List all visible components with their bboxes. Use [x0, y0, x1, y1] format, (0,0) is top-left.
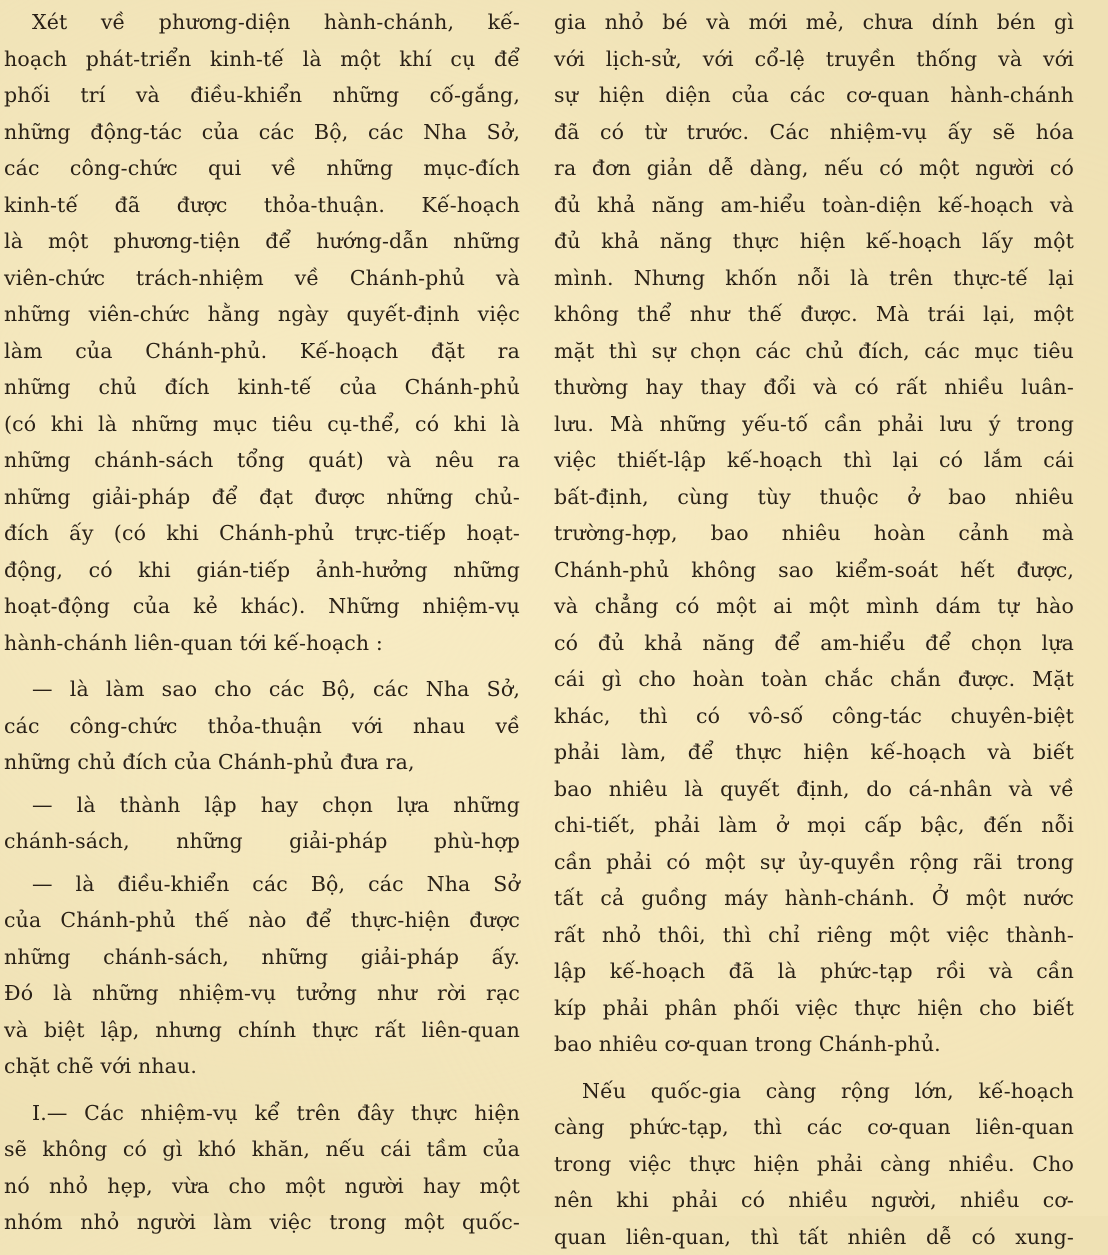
text-line: và biệt lập, nhưng chính thực rất liên-quan [4, 1012, 520, 1049]
text-line: quan liên-quan, thì tất nhiên dễ có xung- [554, 1219, 1074, 1255]
text-line: những động-tác của các Bộ, các Nha Sở, [4, 114, 520, 151]
paragraph-gap [4, 661, 520, 671]
text-line: trường-hợp, bao nhiêu hoàn cảnh mà [554, 515, 1074, 552]
text-line: Đó là những nhiệm-vụ tưởng như rời rạc [4, 975, 520, 1012]
text-line: nó nhỏ hẹp, vừa cho một người hay một [4, 1168, 520, 1205]
text-line: Chánh-phủ không sao kiểm-soát hết được, [554, 552, 1074, 589]
text-line: phối trí và điều-khiển những cố-gắng, [4, 77, 520, 114]
paragraph-continuation [554, 4, 1074, 1063]
text-line: có đủ khả năng để am-hiểu để chọn lựa [554, 625, 1074, 662]
text-line: những chánh-sách tổng quát) và nêu ra [4, 442, 520, 479]
text-line: chi-tiết, phải làm ở mọi cấp bậc, đến nỗi [554, 807, 1074, 844]
text-line: các công-chức thỏa-thuận với nhau về [4, 708, 520, 745]
text-line: nhóm nhỏ người làm việc trong một quốc- [4, 1204, 520, 1241]
text-line: mặt thì sự chọn các chủ đích, các mục tiêu [554, 333, 1074, 370]
text-line: I.— Các nhiệm-vụ kể trên đây thực hiện [4, 1095, 520, 1132]
text-line: rất nhỏ thôi, thì chỉ riêng một việc thành- [554, 917, 1074, 954]
paragraph-gap [4, 1085, 520, 1095]
text-line: thường hay thay đổi và có rất nhiều luân- [554, 369, 1074, 406]
text-line: ra đơn giản dễ dàng, nếu có một người có [554, 150, 1074, 187]
right-column [554, 4, 1074, 1255]
text-line: — là làm sao cho các Bộ, các Nha Sở, [4, 671, 520, 708]
text-line: những chủ đích của Chánh-phủ đưa ra, [4, 744, 520, 781]
text-line: các công-chức qui về những mục-đích [4, 150, 520, 187]
text-line: sẽ không có gì khó khăn, nếu cái tầm của [4, 1131, 520, 1168]
text-line: phải làm, để thực hiện kế-hoạch và biết [554, 734, 1074, 771]
text-line: khác, thì có vô-số công-tác chuyên-biệt [554, 698, 1074, 735]
text-line: đủ khả năng thực hiện kế-hoạch lấy một [554, 223, 1074, 260]
text-line: chặt chẽ với nhau. [4, 1048, 520, 1085]
text-line: bao nhiêu cơ-quan trong Chánh-phủ. [554, 1026, 1074, 1063]
text-line: hoạch phát-triển kinh-tế là một khí cụ để [4, 41, 520, 78]
text-line: lưu. Mà những yếu-tố cần phải lưu ý trong [554, 406, 1074, 443]
text-line: bất-định, cùng tùy thuộc ở bao nhiêu [554, 479, 1074, 516]
text-line: tất cả guồng máy hành-chánh. Ở một nước [554, 880, 1074, 917]
text-line: chánh-sách, những giải-pháp phù-hợp [4, 823, 520, 860]
text-line: bao nhiêu là quyết định, do cá-nhân và về [554, 771, 1074, 808]
left-column [4, 4, 520, 1241]
text-line: của Chánh-phủ thế nào để thực-hiện được [4, 902, 520, 939]
text-line: mình. Nhưng khốn nỗi là trên thực-tế lại [554, 260, 1074, 297]
paragraph-gap [554, 1063, 1074, 1073]
text-line: những giải-pháp để đạt được những chủ- [4, 479, 520, 516]
text-line: cần phải có một sự ủy-quyền rộng rãi trong [554, 844, 1074, 881]
text-line: — là điều-khiển các Bộ, các Nha Sở [4, 866, 520, 903]
text-line: làm của Chánh-phủ. Kế-hoạch đặt ra [4, 333, 520, 370]
paragraph-larger-nation [554, 1073, 1074, 1255]
text-line: đã có từ trước. Các nhiệm-vụ ấy sẽ hóa [554, 114, 1074, 151]
text-line: là một phương-tiện để hướng-dẫn những [4, 223, 520, 260]
paragraph-task-agreement [4, 671, 520, 781]
paragraph-administrative-aspect [4, 4, 520, 661]
text-line: hành-chánh liên-quan tới kế-hoạch : [4, 625, 520, 662]
text-line: việc thiết-lập kế-hoạch thì lại có lắm cái [554, 442, 1074, 479]
text-line: hoạt-động của kẻ khác). Những nhiệm-vụ [4, 588, 520, 625]
text-line: động, có khi gián-tiếp ảnh-hưởng những [4, 552, 520, 589]
text-line: đủ khả năng am-hiểu toàn-diện kế-hoạch và [554, 187, 1074, 224]
text-line: sự hiện diện của các cơ-quan hành-chánh [554, 77, 1074, 114]
paragraph-task-policy [4, 787, 520, 860]
text-line: càng phức-tạp, thì các cơ-quan liên-quan [554, 1109, 1074, 1146]
text-line: — là thành lập hay chọn lựa những [4, 787, 520, 824]
text-line: và chẳng có một ai một mình dám tự hào [554, 588, 1074, 625]
text-line: gia nhỏ bé và mới mẻ, chưa dính bén gì [554, 4, 1074, 41]
paragraph-section-one [4, 1095, 520, 1241]
text-line: cái gì cho hoàn toàn chắc chắn được. Mặt [554, 661, 1074, 698]
text-line: những viên-chức hằng ngày quyết-định việc [4, 296, 520, 333]
text-line: đích ấy (có khi Chánh-phủ trực-tiếp hoạt- [4, 515, 520, 552]
text-line: những chánh-sách, những giải-pháp ấy. [4, 939, 520, 976]
text-line: kíp phải phân phối việc thực hiện cho biết [554, 990, 1074, 1027]
text-line: lập kế-hoạch đã là phức-tạp rồi và cần [554, 953, 1074, 990]
text-line: kinh-tế đã được thỏa-thuận. Kế-hoạch [4, 187, 520, 224]
text-line: (có khi là những mục tiêu cụ-thể, có khi là [4, 406, 520, 443]
text-line: nên khi phải có nhiều người, nhiều cơ- [554, 1182, 1074, 1219]
text-line: không thể như thế được. Mà trái lại, một [554, 296, 1074, 333]
text-line: viên-chức trách-nhiệm về Chánh-phủ và [4, 260, 520, 297]
text-line: những chủ đích kinh-tế của Chánh-phủ [4, 369, 520, 406]
text-line: Xét về phương-diện hành-chánh, kế- [4, 4, 520, 41]
text-line: trong việc thực hiện phải càng nhiều. Cho [554, 1146, 1074, 1183]
text-line: Nếu quốc-gia càng rộng lớn, kế-hoạch [554, 1073, 1074, 1110]
text-line: với lịch-sử, với cổ-lệ truyền thống và với [554, 41, 1074, 78]
paragraph-task-direction [4, 866, 520, 1085]
